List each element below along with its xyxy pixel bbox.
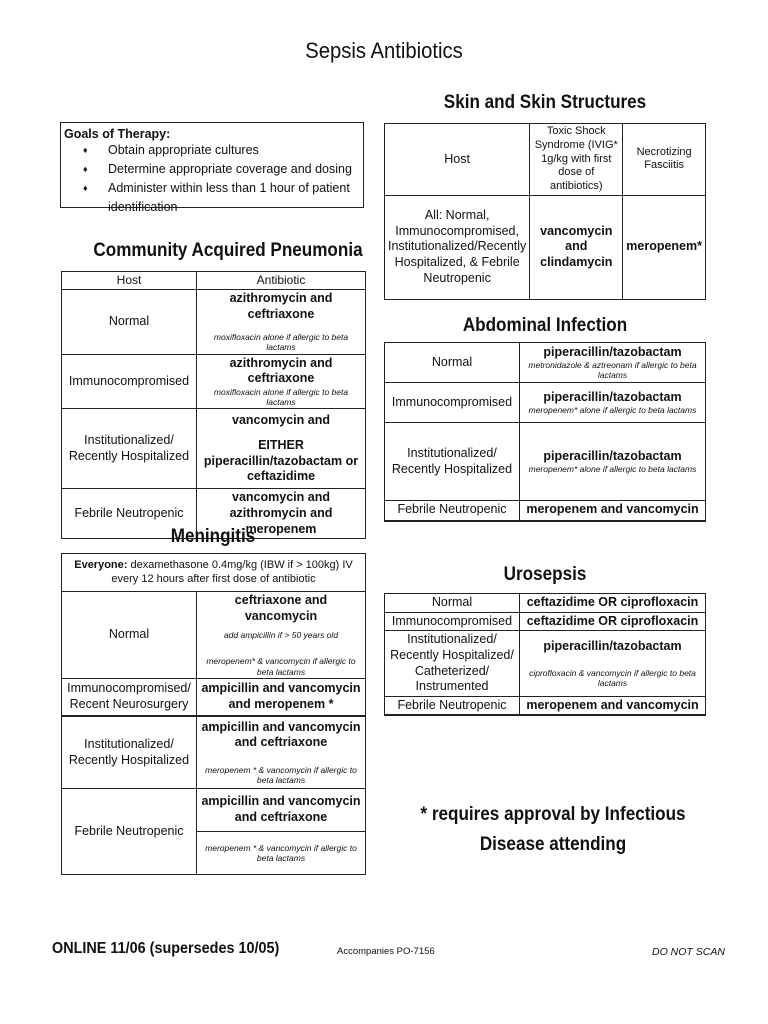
table-row	[385, 501, 706, 521]
antibiotic-text: vancomycin and	[232, 412, 330, 427]
table-row	[385, 612, 706, 631]
allergy-note: meropenem* & vancomycin if allergic to beta lactams	[206, 656, 356, 677]
antibiotic-cell	[197, 592, 366, 679]
allergy-note: ciprofloxacin & vancomycin if allergic to beta lactams	[529, 668, 696, 689]
host-cell: Immunocompromised/ Recent Neurosurgery	[62, 678, 197, 716]
host-cell: Institutionalized/ Recently Hospitalized/ Catheterized/ Instrumented	[385, 631, 520, 697]
host-cell: Febrile Neutropenic	[62, 788, 197, 874]
col-nf-header: Necrotizing Fasciitis	[623, 124, 706, 196]
table-row	[62, 592, 366, 679]
antibiotic-text: piperacillin/tazobactam	[543, 638, 682, 653]
cap-heading: Community Acquired Pneumonia	[93, 240, 363, 261]
table-row	[385, 696, 706, 715]
everyone-text: dexamethasone 0.4mg/kg (IBW if > 100kg) IV every 12 hours after first dose of antibiotic	[111, 558, 353, 585]
antibiotic-cell: vancomycin and azithromycin and meropenem	[197, 489, 366, 539]
allergy-note: meropenem * & vancomycin if allergic to beta lactams	[205, 765, 357, 786]
table-row	[62, 290, 366, 355]
antibiotic-cell	[197, 290, 366, 355]
antibiotic-cell: ceftazidime OR ciprofloxacin	[520, 594, 706, 613]
col-antibiotic-header: Antibiotic	[197, 272, 366, 290]
tss-antibiotic-cell: vancomycin and clindamycin	[530, 195, 623, 299]
table-row	[385, 383, 706, 423]
goals-item	[61, 141, 363, 160]
table-row	[62, 678, 366, 716]
col-host-header: Host	[62, 272, 197, 290]
antibiotic-text: piperacillin/tazobactam	[543, 389, 682, 404]
goals-item-text: Determine appropriate coverage and dosing	[108, 162, 352, 176]
bullet-diamond-icon: ♦	[83, 164, 88, 174]
antibiotic-text: piperacillin/tazobactam	[543, 448, 682, 463]
goals-list	[61, 141, 363, 214]
allergy-note: moxifloxacin alone if allergic to beta lactams	[213, 332, 349, 353]
everyone-cell	[62, 554, 366, 592]
table-row	[62, 409, 366, 489]
antibiotic-cell: ceftazidime OR ciprofloxacin	[520, 612, 706, 631]
allergy-note: moxifloxacin alone if allergic to beta lactams	[213, 386, 349, 408]
antibiotic-cell: ampicillin and vancomycin and meropenem *	[197, 678, 366, 716]
antibiotic-cell: meropenem and vancomycin	[520, 501, 706, 521]
host-cell: Institutionalized/ Recently Hospitalized	[62, 409, 197, 489]
table-row	[385, 195, 706, 299]
goals-item-text: Administer within less than 1 hour of patient identification	[108, 181, 350, 214]
antibiotic-cell	[520, 343, 706, 383]
antibiotic-cell: meropenem and vancomycin	[520, 696, 706, 715]
table-row	[385, 423, 706, 501]
antibiotic-text: azithromycin and ceftriaxone	[229, 355, 333, 386]
host-cell: Institutionalized/ Recently Hospitalized	[385, 423, 520, 501]
everyone-row	[62, 554, 366, 592]
antibiotic-cell	[197, 354, 366, 409]
abdominal-heading: Abdominal Infection	[462, 315, 628, 336]
goals-item	[61, 179, 363, 214]
col-tss-header: Toxic Shock Syndrome (IVIG* 1g/kg with first dose of antibiotics)	[530, 124, 623, 196]
table-row	[62, 716, 366, 788]
cap-table	[61, 271, 366, 539]
skin-heading: Skin and Skin Structures	[443, 92, 647, 113]
antibiotic-cell	[520, 423, 706, 501]
nf-antibiotic-cell: meropenem*	[623, 195, 706, 299]
table-header-row	[385, 124, 706, 196]
urosepsis-heading: Urosepsis	[503, 564, 587, 585]
meningitis-table	[61, 553, 366, 875]
page-title: Sepsis Antibiotics	[305, 38, 463, 63]
allergy-note: meropenem* alone if allergic to beta lactams	[528, 405, 697, 416]
antibiotic-text: ceftriaxone and vancomycin	[234, 593, 328, 623]
table-row	[385, 631, 706, 697]
goals-box	[60, 122, 364, 214]
everyone-label: Everyone:	[74, 558, 128, 571]
host-cell: Normal	[62, 592, 197, 679]
host-cell: Immunocompromised	[62, 354, 197, 409]
approval-footnote: * requires approval by Infectious Disease attending	[420, 804, 686, 855]
table-row	[385, 343, 706, 383]
footer-do-not-scan: DO NOT SCAN	[652, 946, 725, 958]
antibiotic-cell	[197, 716, 366, 788]
allergy-note: meropenem * & vancomycin if allergic to beta lactams	[197, 831, 366, 874]
host-cell: Normal	[385, 343, 520, 383]
antibiotic-cell	[520, 631, 706, 697]
host-cell: Febrile Neutropenic	[385, 696, 520, 715]
bullet-diamond-icon: ♦	[83, 145, 88, 155]
goals-heading: Goals of Therapy:	[64, 127, 171, 141]
host-cell: All: Normal, Immunocompromised, Institutionalized/Recently Hospitalized, & Febrile Neutropenic	[385, 195, 530, 299]
skin-table	[384, 123, 706, 300]
antibiotic-cell	[197, 409, 366, 489]
antibiotic-text: azithromycin and ceftriaxone	[229, 291, 333, 321]
table-row	[62, 354, 366, 409]
meningitis-heading: Meningitis	[170, 526, 256, 547]
antibiotic-cell: ampicillin and vancomycin and ceftriaxone	[197, 788, 366, 831]
allergy-note: metronidazole & aztreonam if allergic to beta lactams	[528, 360, 697, 381]
age-note: add ampicillin if > 50 years old	[223, 630, 339, 641]
goals-item-text: Obtain appropriate cultures	[108, 143, 259, 157]
table-header-row	[62, 272, 366, 290]
antibiotic-text: ampicillin and vancomycin and ceftriaxone	[201, 719, 361, 750]
host-cell: Febrile Neutropenic	[385, 501, 520, 521]
host-cell: Normal	[62, 290, 197, 355]
table-row	[62, 788, 366, 831]
col-host-header: Host	[385, 124, 530, 196]
host-cell: Immunocompromised	[385, 612, 520, 631]
footer-online: ONLINE 11/06 (supersedes 10/05)	[52, 940, 280, 957]
antibiotic-text: EITHER piperacillin/tazobactam or ceftazidime	[203, 438, 359, 484]
antibiotic-cell	[520, 383, 706, 423]
goals-item	[61, 160, 363, 179]
host-cell: Institutionalized/ Recently Hospitalized	[62, 716, 197, 788]
host-cell: Febrile Neutropenic	[62, 489, 197, 539]
host-cell: Normal	[385, 594, 520, 613]
abdominal-table	[384, 342, 706, 522]
antibiotic-text: piperacillin/tazobactam	[543, 344, 682, 359]
urosepsis-table	[384, 593, 706, 716]
table-row	[385, 594, 706, 613]
footer-accompanies: Accompanies PO-7156	[337, 946, 435, 957]
allergy-note: meropenem* alone if allergic to beta lactams	[528, 464, 697, 475]
bullet-diamond-icon: ♦	[83, 183, 88, 193]
host-cell: Immunocompromised	[385, 383, 520, 423]
